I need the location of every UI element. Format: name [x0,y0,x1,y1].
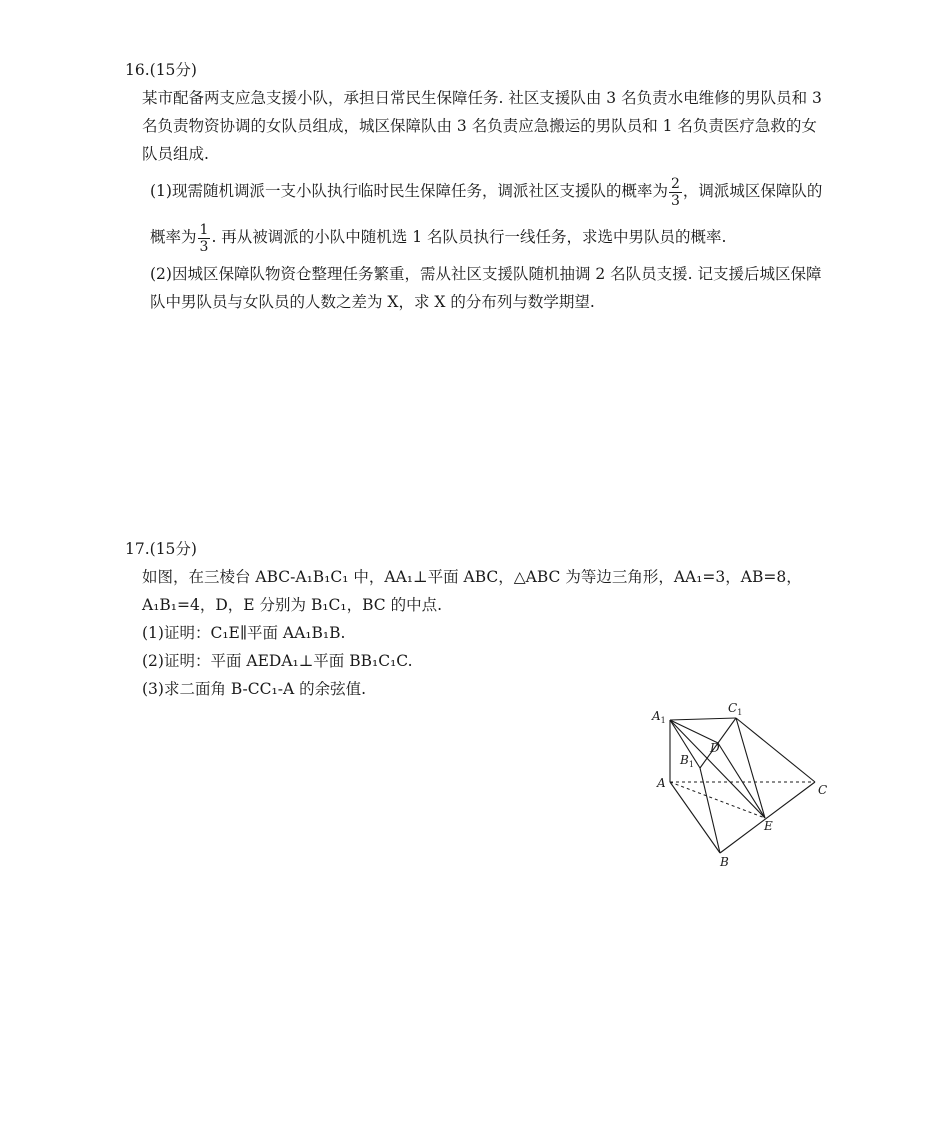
edge-a1-c1 [670,718,736,720]
question-16-number: 16.(15分) [125,61,197,79]
segment-d-e [718,743,765,818]
fraction-two-thirds: $\frac{2}{3}$ [670,175,680,209]
fraction-one-third: $\frac{1}{3}$ [199,221,209,255]
svg-text:D: D [710,741,720,755]
part-1-text-a: (1)现需随机调派一支小队执行临时民生保障任务，调派社区支援队的概率为 [150,182,668,200]
part-1-text-c: . 再从被调派的小队中随机选 1 名队员执行一线任务，求选中男队员的概率. [211,228,727,246]
question-17-part-3: (3)求二面角 B-CC₁-A 的余弦值. [142,680,367,698]
svg-text:C1: $C_1$ [728,701,743,717]
frustum-figure [640,698,840,873]
question-17 [125,535,830,703]
question-17-stem: 如图，在三棱台 ABC-A₁B₁C₁ 中，AA₁⊥平面 ABC，△ABC 为等边三角形，AA₁=3，AB=8，A₁B₁=4，D，E 分别为 B₁C₁，BC 的中点. [142,568,802,614]
frustum-diagram [640,698,840,873]
question-17-part-1: (1)证明：C₁E∥平面 AA₁B₁B. [142,624,346,642]
edge-c-c1 [736,718,815,782]
svg-text:B1: $B_1$ [680,753,694,769]
svg-text:A1: $A_1$ [652,709,666,725]
question-17-number: 17.(15分) [125,540,197,558]
edge-b-b1 [700,768,720,853]
svg-text:B: B [720,855,729,869]
svg-text:A: A [657,776,666,790]
segment-a-e-hidden [670,782,765,818]
question-16 [125,56,830,316]
edge-b-c [720,782,815,853]
question-16-part-1 [150,168,830,260]
edge-a-b [670,782,720,853]
svg-text:C: C [818,783,828,797]
part-1-text-b: ，调派城区保障队的概率为 [150,182,823,246]
question-16-stem: 某市配备两支应急支援小队，承担日常民生保障任务. 社区支援队由 3 名负责水电维修的男队员和 3 名负责物资协调的女队员组成，城区保障队由 3 名负责应急搬运的男队员和 1 名负责医疗急救的女队员组成. [142,89,822,163]
svg-text:E: E [764,819,773,833]
question-16-part-2: (2)因城区保障队物资仓整理任务繁重，需从社区支援队随机抽调 2 名队员支援. 记支援后城区保障队中男队员与女队员的人数之差为 X，求 X 的分布列与数学期望. [150,265,822,311]
question-17-part-2: (2)证明：平面 AEDA₁⊥平面 BB₁C₁C. [142,652,413,670]
